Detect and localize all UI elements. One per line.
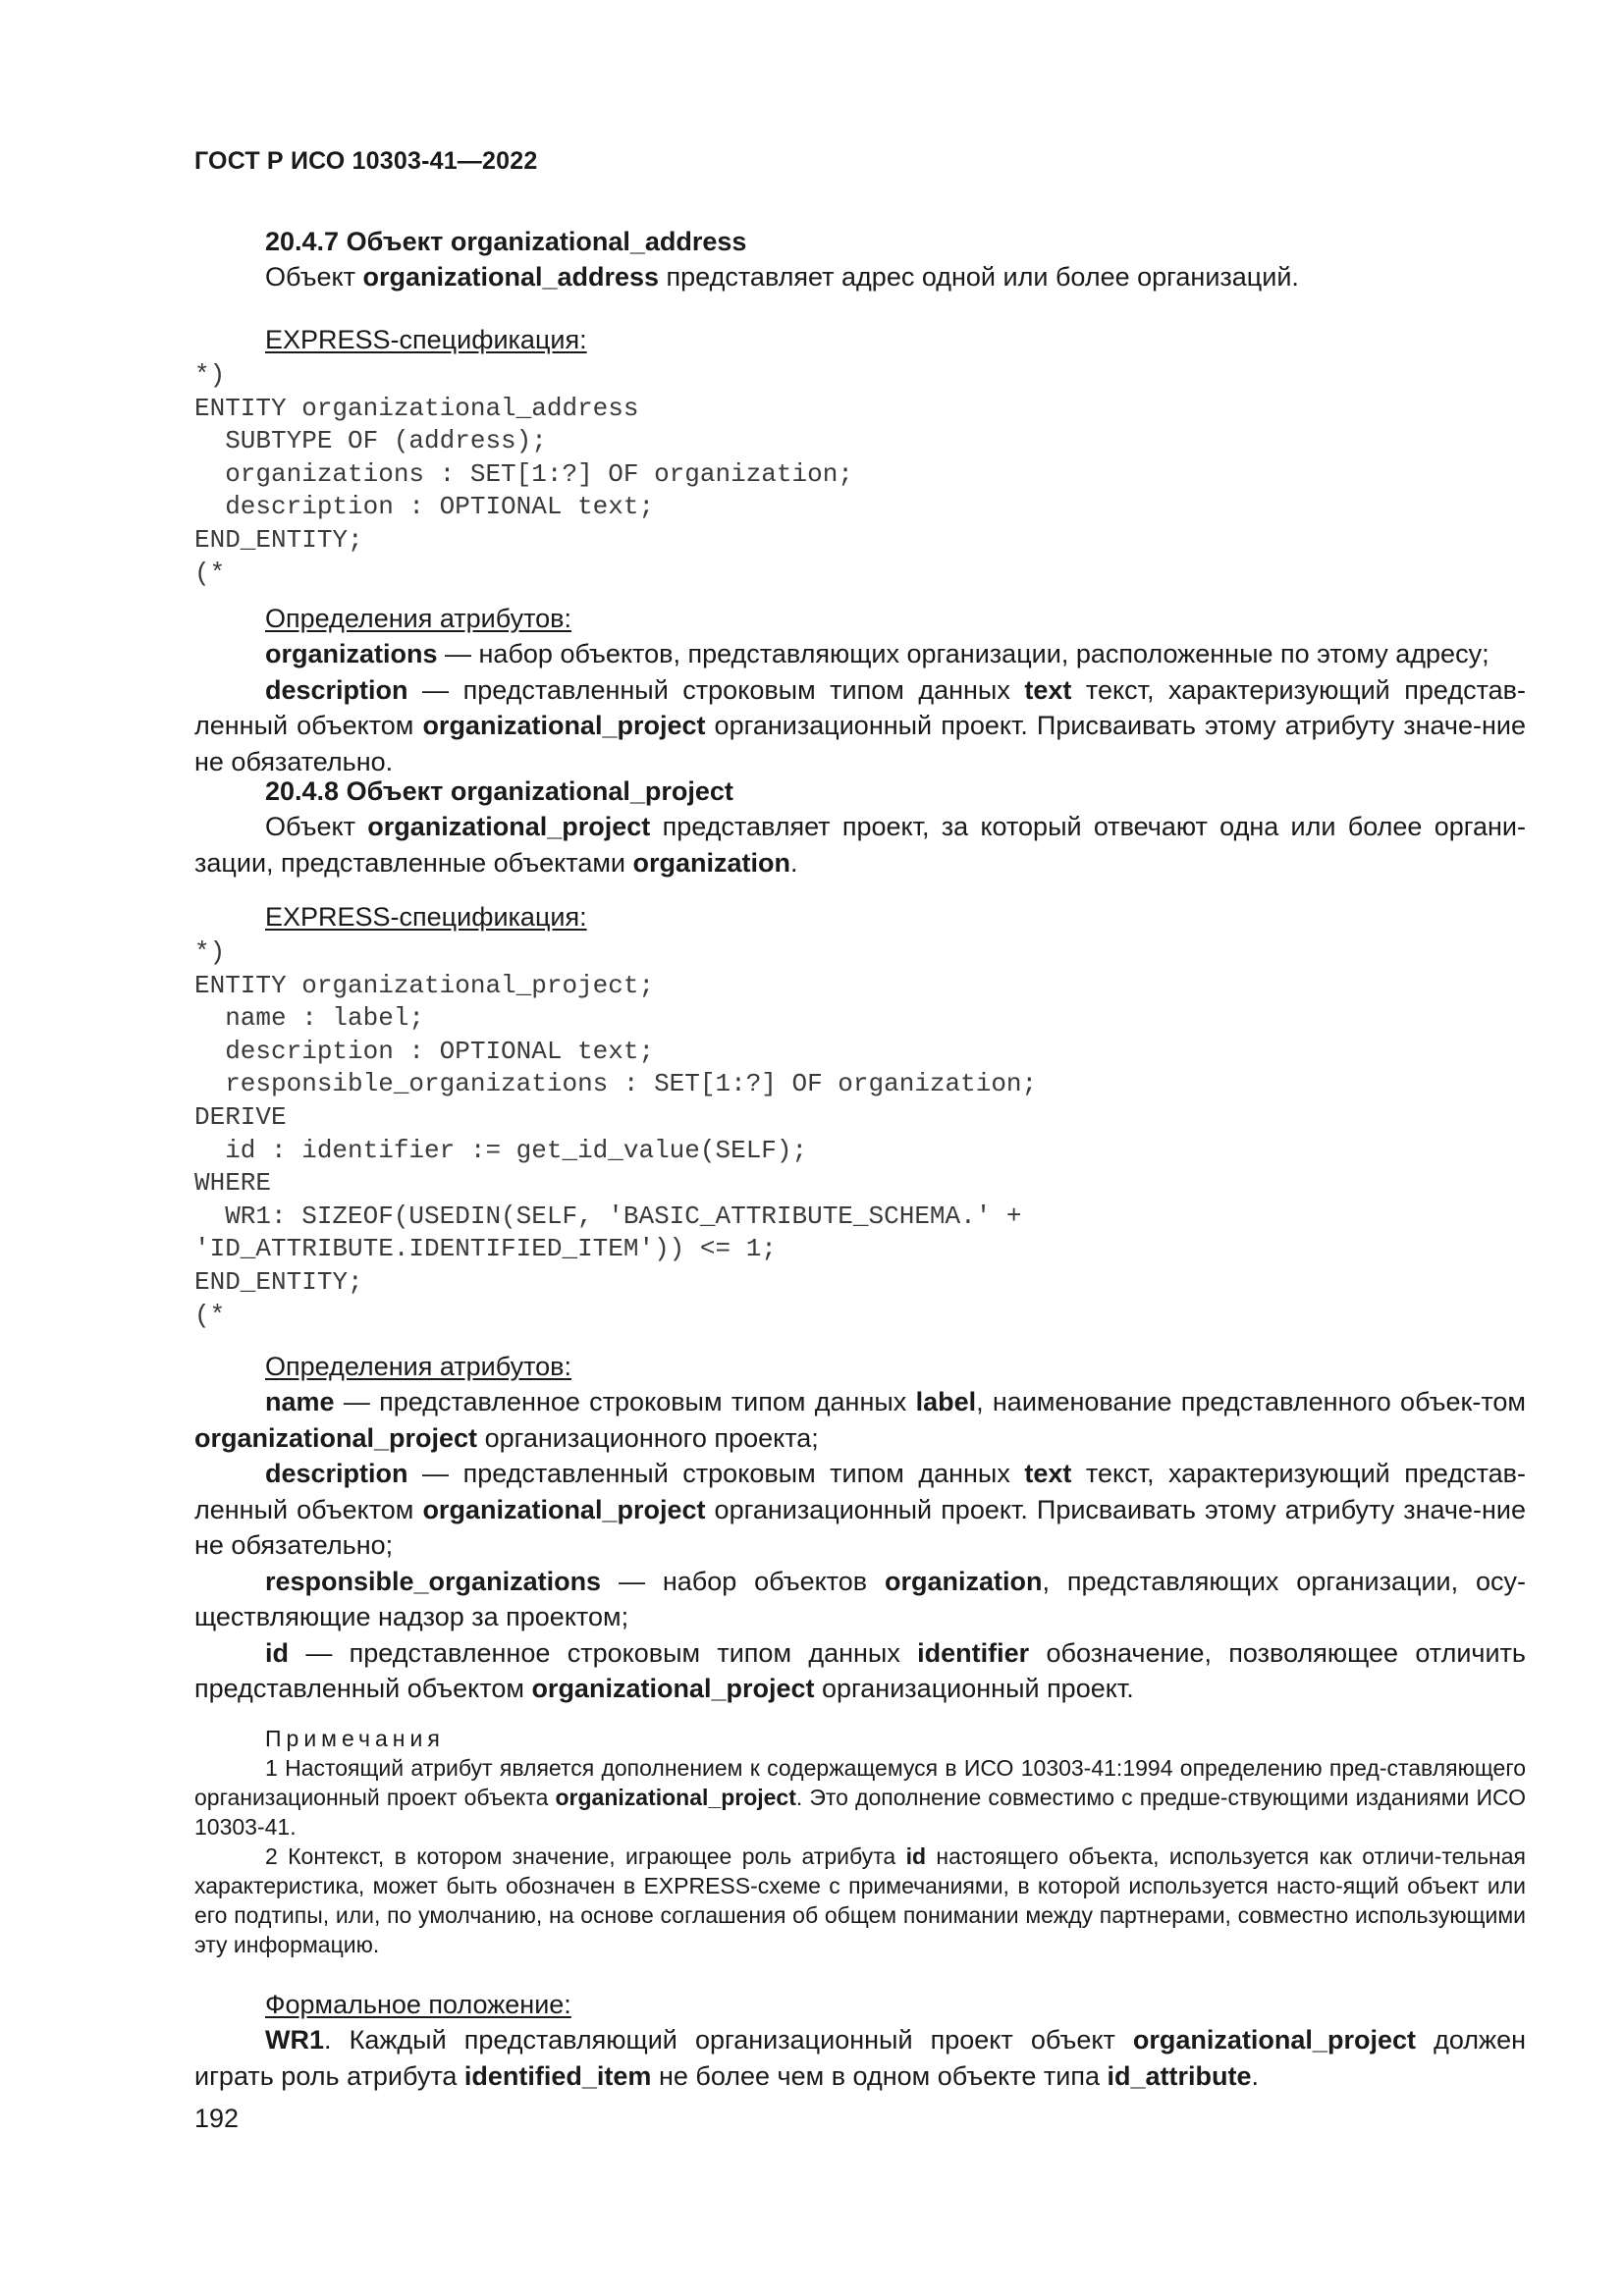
attr-description: description — представленный строковым типом данных text текст, характеризующий представ-ленный объектом organizational_project организационный проект. Присваивать этому атрибуту значе-ние не обязательно; — [194, 1459, 1527, 1560]
note-2: 2 Контекст, в котором значение, играющее роль атрибута id настоящего объекта, используется как отличи-тельная характеристика, может быть обозначен в EXPRESS-схеме с примечаниями, в которой используется насто-ящий объект или его подтипы, или, по умолчанию, на основе соглашения об общем понимании между партнерами, совместно использующими эту информацию. — [194, 1843, 1527, 1957]
express-code-block: *) ENTITY organizational_project; name : label; description : OPTIONAL text; responsible_organizations : SET[1:?] OF organization; DERIVE id : identifier := get_id_value(SELF); WHERE WR1: SIZEOF(USEDIN(SELF, 'BASIC_ATTRIBUTE_SCHEMA.' + 'ID_ATTRIBUTE.IDENTIFIED_ITEM')) <= 1; END_ENTITY; (* — [194, 937, 1038, 1330]
attr-responsible-organizations: responsible_organizations — набор объектов organization, представляющих организации, осу-ществляющие надзор за проектом; — [194, 1566, 1527, 1631]
standard-header: ГОСТ Р ИСО 10303-41—2022 — [194, 147, 538, 175]
note-1: 1 Настоящий атрибут является дополнением к содержащемуся в ИСО 10303-41:1994 определению пред-ставляющего организационный проект объекта organizational_project. Это дополнение совместимо с предше-ствующими изданиями ИСО 10303-41. — [194, 1755, 1526, 1840]
attribute-definitions — [194, 1349, 1526, 1707]
formal-proposition — [194, 1987, 1526, 2094]
attribute-definitions — [194, 601, 1526, 779]
attr-description: description — представленный строковым типом данных text текст, характеризующий представ-ленный объектом organizational_project организационный проект. Присваивать этому атрибуту значе-ние не обязательно. — [194, 674, 1527, 776]
attr-name: name — представленное строковым типом данных label, наименование представленного объек-том organizational_project организационного проекта; — [194, 1387, 1526, 1453]
notes — [194, 1724, 1526, 1959]
section-intro: Объект organizational_project представляет проект, за который отвечают одна или более органи-зации, представленные объектами organization. — [194, 812, 1526, 878]
express-spec-label: EXPRESS-спецификация: — [265, 325, 587, 354]
section-heading: 20.4.7 Объект organizational_address — [265, 227, 747, 256]
express-spec-label: EXPRESS-спецификация: — [265, 902, 587, 932]
section-20-4-8 — [194, 774, 1526, 881]
formal-rule-wr1: WR1. Каждый представляющий организационный проект объект organizational_project должен играть роль атрибута identified_item не более чем в одном объекте типа id_attribute. — [194, 2025, 1526, 2091]
section-intro: Объект organizational_address представляет адрес одной или более организаций. — [265, 262, 1299, 292]
attr-defs-label: Определения атрибутов: — [265, 1352, 572, 1381]
entity-name: organizational_address — [362, 262, 660, 292]
express-code-block: *) ENTITY organizational_address SUBTYPE OF (address); organizations : SET[1:?] OF organization; description : OPTIONAL text; END_ENTITY; (* — [194, 360, 853, 588]
notes-title: Примечания — [265, 1726, 445, 1751]
attr-organizations: organizations — набор объектов, представляющих организации, расположенные по этому адресу; — [265, 639, 1489, 668]
attr-defs-label: Определения атрибутов: — [265, 604, 572, 633]
page-number: 192 — [194, 2104, 240, 2133]
section-20-4-7 — [194, 224, 1526, 295]
section-heading: 20.4.8 Объект organizational_project — [265, 776, 733, 806]
attr-id: id — представленное строковым типом данных identifier обозначение, позволяющее отличить представленный объектом organizational_project организационный проект. — [194, 1637, 1526, 1703]
formal-label: Формальное положение: — [265, 1990, 571, 2019]
